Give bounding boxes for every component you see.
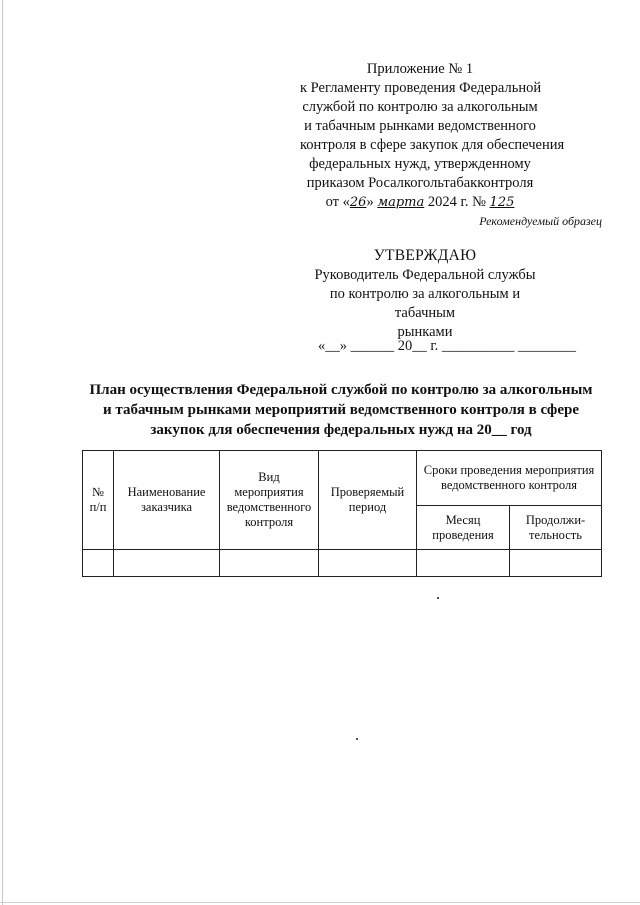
appendix-line-4: и табачным рынками ведомственного <box>304 118 536 134</box>
order-date-mid: » <box>366 194 374 210</box>
order-date-year: 2024 г. № <box>427 194 486 210</box>
table-cell <box>220 550 319 577</box>
scan-speck <box>437 597 439 599</box>
plan-title <box>80 380 602 440</box>
table-cell <box>319 550 417 577</box>
table-cell <box>114 550 220 577</box>
appendix-line-7: приказом Росалкогольтабакконтроля <box>306 175 534 191</box>
table-cell <box>83 550 114 577</box>
table-cell <box>417 550 510 577</box>
header-number: № п/п <box>83 451 114 550</box>
header-terms: Сроки проведения мероприятия ведомственного контроля <box>417 451 602 506</box>
sample-label: Рекомендуемый образец <box>479 214 602 228</box>
table-row <box>83 550 602 577</box>
appendix-block <box>300 60 565 212</box>
scan-speck <box>356 738 358 740</box>
page-edge-left <box>2 0 3 905</box>
order-number: 125 <box>489 195 515 210</box>
appendix-line-2: к Регламенту проведения Федеральной <box>300 80 542 96</box>
appendix-line-1: Приложение № 1 <box>366 61 474 77</box>
plan-title-line-1: План осуществления Федеральной службой по контролю за алкогольным <box>89 382 593 398</box>
header-duration: Продолжи-тельность <box>510 506 602 550</box>
approval-line-1: Руководитель Федеральной службы <box>314 267 536 283</box>
plan-table <box>82 450 602 577</box>
plan-title-line-3: закупок для обеспечения федеральных нужд на 20__ год <box>150 422 532 438</box>
header-customer: Наименование заказчика <box>114 451 220 550</box>
approval-line-2: по контролю за алкогольным и табачным <box>329 286 521 321</box>
appendix-line-5: контроля в сфере закупок для обеспечения <box>300 137 565 153</box>
plan-title-line-2: и табачным рынками мероприятий ведомственного контроля в сфере <box>103 402 579 418</box>
order-date-prefix: от « <box>325 194 350 210</box>
header-control-type: Вид мероприятия ведомственного контроля <box>220 451 319 550</box>
page-edge-bottom <box>0 902 640 903</box>
header-month: Месяц проведения <box>417 506 510 550</box>
approval-date-signature-line: «__» ______ 20__ г. __________ ________ <box>318 338 577 354</box>
approval-block <box>300 246 550 342</box>
appendix-order-date <box>300 193 540 212</box>
header-period: Проверяемый период <box>319 451 417 550</box>
order-date-month: марта <box>377 195 425 210</box>
approval-title: УТВЕРЖДАЮ <box>373 247 477 264</box>
appendix-line-6: федеральных нужд, утвержденному <box>309 156 531 172</box>
appendix-line-3: службой по контролю за алкогольным <box>302 99 538 115</box>
order-date-day: 26 <box>349 195 367 210</box>
table-cell <box>510 550 602 577</box>
approval-line-3: рынками <box>397 324 453 340</box>
